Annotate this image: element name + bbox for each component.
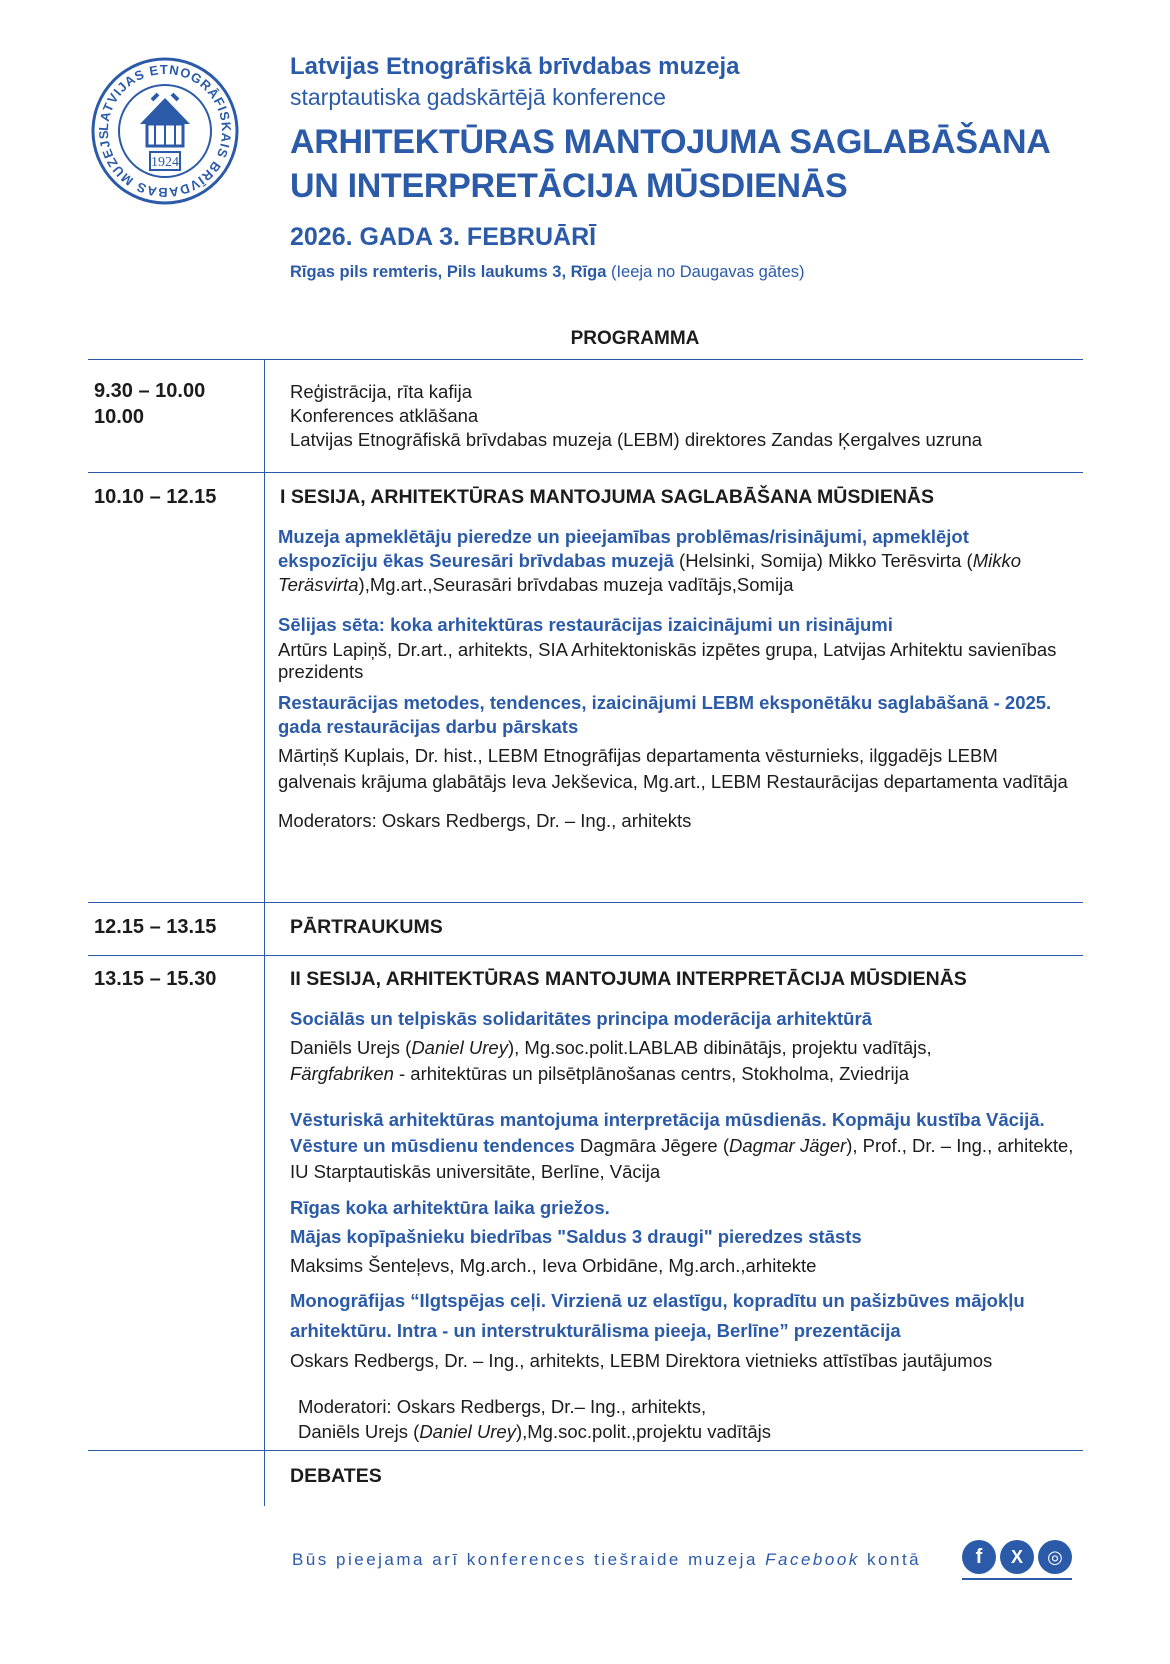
talk-title: Sociālās un telpiskās solidaritātes principa moderācija arhitektūrā	[290, 1008, 872, 1029]
logo-year: 1924	[151, 155, 179, 170]
moderator-original-name: Daniel Urey	[419, 1421, 516, 1442]
time-slot	[94, 378, 205, 430]
organizer: Latvijas Etnogrāfiskā brīvdabas muzeja	[290, 53, 740, 80]
speaker-text: - arhitektūras un pilsētplānošanas centrs, Stokholma, Zviedrija	[393, 1063, 910, 1084]
livestream-note	[292, 1550, 921, 1570]
title-line-1: ARHITEKTŪRAS MANTOJUMA SAGLABĀŠANA	[290, 123, 1051, 161]
time-opening: 10.00	[94, 406, 145, 428]
moderator-text: ),Mg.soc.polit.,projektu vadītājs	[515, 1421, 771, 1442]
talk-speaker: Artūrs Lapiņš, Dr.art., arhitekts, SIA Arhitektoniskās izpētes grupa, Latvijas Arhitektu savienības prezidents	[278, 639, 1057, 682]
talk	[290, 1107, 1080, 1185]
talk	[278, 525, 1068, 597]
venue-name: Rīgas pils remteris, Pils laukums 3, Rīga	[290, 263, 607, 281]
table-vertical-divider	[264, 360, 265, 1506]
talk-speaker: Maksims Šenteļevs, Mg.arch., Ieva Orbidāne, Mg.arch.,arhitekte	[290, 1255, 817, 1276]
talk-title: Vēsturiskā arhitektūras mantojuma interpretācija mūsdienās. Kopmāju kustība Vācijā. Vēsture un mūsdienu tendences	[290, 1109, 1045, 1156]
moderators	[298, 1394, 1080, 1444]
speaker-text: ), Mg.soc.polit.LABLAB dibinātājs, projektu vadītājs,	[507, 1037, 932, 1058]
break-label	[290, 915, 443, 939]
table-divider	[88, 472, 1083, 473]
agenda-line: Latvijas Etnogrāfiskā brīvdabas muzeja (LEBM) direktores Zandas Ķergalves uzruna	[290, 429, 983, 450]
programme-heading: PROGRAMMA	[570, 328, 700, 349]
conference-title	[290, 120, 1130, 208]
agenda-line: Reģistrācija, rīta kafija	[290, 381, 472, 402]
talk	[278, 613, 1068, 683]
talk-title: Restaurācijas metodes, tendences, izaicinājumi LEBM eksponētāku saglabāšanā - 2025. gada restaurācijas darbu pārskats	[278, 692, 1052, 737]
speaker-original-name: Dagmar Jäger	[729, 1135, 847, 1156]
speaker-text: Daniēls Urejs (	[290, 1037, 412, 1058]
social-underline	[962, 1578, 1072, 1580]
speaker-original-name: Daniel Urey	[411, 1037, 508, 1058]
talk-speaker	[290, 1035, 1080, 1087]
session-title: I SESIJA, ARHITEKTŪRAS MANTOJUMA SAGLABĀŠANA MŪSDIENĀS	[280, 486, 935, 508]
talk-speaker: Oskars Redbergs, Dr. – Ing., arhitekts, LEBM Direktora vietnieks attīstības jautājumos	[290, 1350, 993, 1371]
time-slot: 13.15 – 15.30	[94, 968, 217, 990]
agenda-opening	[290, 380, 1080, 452]
logo-ring-text: LATVIJAS ETNOGRĀFISKAIS BRĪVDABAS MUZEJS	[95, 61, 235, 201]
agenda-line: Konferences atklāšana	[290, 405, 479, 426]
footer-text: kontā	[859, 1550, 922, 1569]
conference-subtitle: starptautiska gadskārtējā konference	[290, 84, 666, 110]
x-icon[interactable]: X	[1000, 1540, 1034, 1574]
table-divider	[88, 359, 1083, 360]
time-start: 9.30 – 10.00	[94, 380, 206, 402]
instagram-icon[interactable]: ◎	[1038, 1540, 1072, 1574]
talk-speaker: (Helsinki, Somija) Mikko Terēsvirta (	[673, 550, 973, 571]
talk	[290, 1193, 1080, 1280]
time-slot: 12.15 – 13.15	[94, 916, 217, 938]
organisation-name: Färgfabriken	[290, 1063, 394, 1084]
talk	[290, 1007, 1080, 1087]
talk-title: Sēlijas sēta: koka arhitektūras restaurācijas izaicinājumi un risinājumi	[278, 614, 893, 635]
talk-speaker-original-name: Mikko Teräsvirta	[278, 550, 1022, 595]
talk-speaker-role: ),Mg.art.,Seurasāri brīvdabas muzeja vadītājs,Somija	[358, 574, 794, 595]
speaker-text: ), Prof., Dr. – Ing., arhitekte, IU Starptautiskās universitāte, Berlīne, Vācija	[290, 1135, 1074, 1182]
conference-date: 2026. GADA 3. FEBRUĀRĪ	[290, 223, 597, 251]
talk	[278, 691, 1068, 795]
talk-title: Rīgas koka arhitektūra laika griežos.	[290, 1197, 610, 1218]
talk-speaker: Mārtiņš Kuplais, Dr. hist., LEBM Etnogrāfijas departamenta vēsturnieks, ilggadējs LEBM galvenais krājuma glabātājs Ieva Jekševica, Mg.art., LEBM Restaurācijas departamenta vadītāja	[278, 745, 1068, 792]
break-text: PĀRTRAUKUMS	[290, 916, 443, 938]
session-1	[278, 485, 1068, 833]
footer-text: Būs pieejama arī konferences tiešraide muzeja	[292, 1550, 766, 1569]
talk-title: Monogrāfijas “Ilgtspējas ceļi. Virzienā uz elastīgu, kopradītu un pašizbūves mājokļu arhitektūru. Intra - un interstrukturālisma pieeja, Berlīne” prezentācija	[290, 1290, 1025, 1341]
table-divider	[88, 955, 1083, 956]
debates-label	[290, 1464, 382, 1488]
table-divider	[88, 902, 1083, 903]
museum-logo	[90, 56, 240, 206]
moderator-text: Daniēls Urejs (	[298, 1421, 420, 1442]
time-slot: 10.10 – 12.15	[94, 486, 217, 508]
talk	[290, 1286, 1080, 1376]
footer-platform: Facebook	[765, 1550, 860, 1569]
table-divider	[88, 1450, 1083, 1451]
talk-subtitle: Mājas kopīpašnieku biedrības "Saldus 3 draugi" pieredzes stāsts	[290, 1226, 862, 1247]
moderator-line: Moderatori: Oskars Redbergs, Dr.– Ing., arhitekts,	[298, 1396, 707, 1417]
conference-header	[290, 52, 1130, 284]
speaker-text: Dagmāra Jēgere (	[574, 1135, 729, 1156]
debates-text: DEBATES	[290, 1465, 382, 1487]
venue	[290, 260, 1130, 284]
venue-note: (Ieeja no Daugavas gātes)	[606, 263, 805, 281]
session-title: II SESIJA, ARHITEKTŪRAS MANTOJUMA INTERPRETĀCIJA MŪSDIENĀS	[290, 968, 967, 990]
session-2	[290, 967, 1080, 1444]
facebook-icon[interactable]: f	[962, 1540, 996, 1574]
title-line-2: UN INTERPRETĀCIJA MŪSDIENĀS	[290, 167, 848, 205]
talk-title: Muzeja apmeklētāju pieredze un pieejamības problēmas/risinājumi, apmeklējot ekspozīciju ēkas Seuresāri brīvdabas muzejā	[278, 526, 969, 571]
moderator-line	[298, 1419, 1080, 1444]
moderators: Moderators: Oskars Redbergs, Dr. – Ing., arhitekts	[278, 810, 692, 831]
